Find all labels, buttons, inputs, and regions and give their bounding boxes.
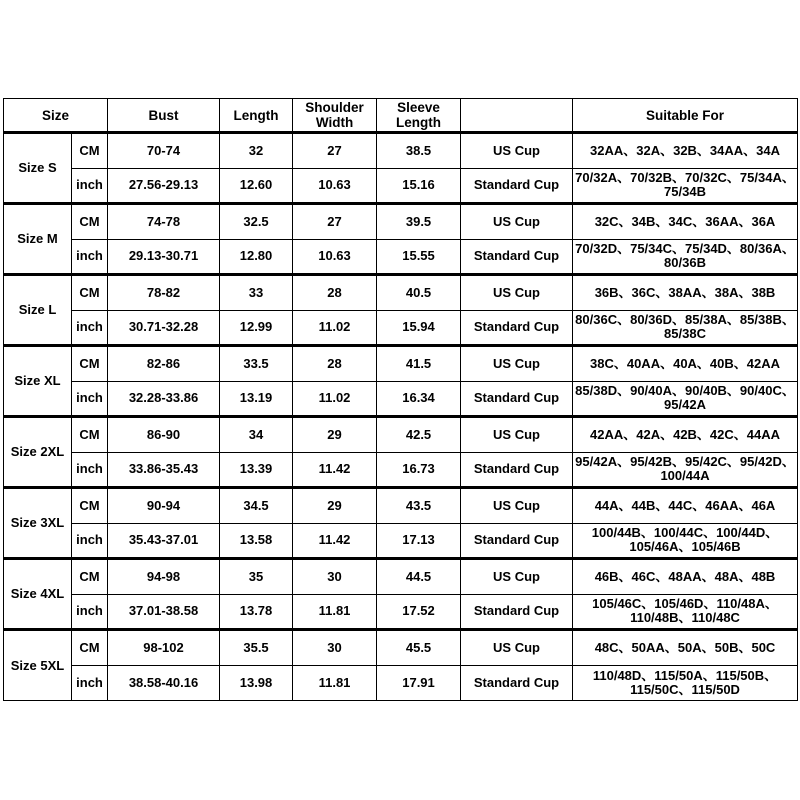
bust-cell: 94-98 <box>108 559 220 595</box>
cup-type-cell: US Cup <box>461 275 573 311</box>
bust-cell: 33.86-35.43 <box>108 452 220 488</box>
unit-cell: inch <box>72 665 108 701</box>
sleeve-length-cell: 43.5 <box>377 488 461 524</box>
shoulder-width-cell: 11.81 <box>293 665 377 701</box>
cup-type-cell: US Cup <box>461 346 573 382</box>
bust-cell: 35.43-37.01 <box>108 523 220 559</box>
shoulder-width-cell: 11.02 <box>293 381 377 417</box>
unit-cell: CM <box>72 275 108 311</box>
table-row <box>4 488 798 524</box>
unit-cell: CM <box>72 133 108 169</box>
cup-type-cell: Standard Cup <box>461 310 573 346</box>
bust-cell: 74-78 <box>108 204 220 240</box>
length-cell: 34 <box>220 417 293 453</box>
suitable-for-cell: 32AA、32A、32B、34AA、34A <box>573 133 798 169</box>
header-size: Size <box>4 99 108 133</box>
header-suitable-for: Suitable For <box>573 99 798 133</box>
length-cell: 32.5 <box>220 204 293 240</box>
suitable-for-cell: 80/36C、80/36D、85/38A、85/38B、85/38C <box>573 310 798 346</box>
suitable-for-cell: 70/32A、70/32B、70/32C、75/34A、75/34B <box>573 168 798 204</box>
shoulder-width-cell: 29 <box>293 417 377 453</box>
shoulder-width-cell: 11.42 <box>293 452 377 488</box>
cup-type-cell: US Cup <box>461 204 573 240</box>
sleeve-length-cell: 15.55 <box>377 239 461 275</box>
table-row <box>4 275 798 311</box>
suitable-for-cell: 36B、36C、38AA、38A、38B <box>573 275 798 311</box>
sleeve-length-cell: 38.5 <box>377 133 461 169</box>
length-cell: 12.80 <box>220 239 293 275</box>
unit-cell: CM <box>72 204 108 240</box>
table-row <box>4 665 798 701</box>
sleeve-length-cell: 44.5 <box>377 559 461 595</box>
sleeve-length-cell: 15.16 <box>377 168 461 204</box>
shoulder-width-cell: 30 <box>293 630 377 666</box>
size-label-cell: Size 5XL <box>4 630 72 701</box>
length-cell: 13.98 <box>220 665 293 701</box>
length-cell: 35.5 <box>220 630 293 666</box>
sleeve-length-cell: 15.94 <box>377 310 461 346</box>
bust-cell: 78-82 <box>108 275 220 311</box>
table-row <box>4 346 798 382</box>
length-cell: 35 <box>220 559 293 595</box>
table-row <box>4 417 798 453</box>
length-cell: 13.58 <box>220 523 293 559</box>
shoulder-width-cell: 29 <box>293 488 377 524</box>
sleeve-length-cell: 17.13 <box>377 523 461 559</box>
header-bust: Bust <box>108 99 220 133</box>
header-shoulder-width: Shoulder Width <box>293 99 377 133</box>
cup-type-cell: US Cup <box>461 630 573 666</box>
sleeve-length-cell: 17.52 <box>377 594 461 630</box>
cup-type-cell: US Cup <box>461 559 573 595</box>
size-label-cell: Size XL <box>4 346 72 417</box>
suitable-for-cell: 42AA、42A、42B、42C、44AA <box>573 417 798 453</box>
length-cell: 13.78 <box>220 594 293 630</box>
table-row <box>4 594 798 630</box>
header-row <box>4 99 798 133</box>
unit-cell: CM <box>72 630 108 666</box>
bust-cell: 98-102 <box>108 630 220 666</box>
bust-cell: 86-90 <box>108 417 220 453</box>
cup-type-cell: Standard Cup <box>461 523 573 559</box>
suitable-for-cell: 100/44B、100/44C、100/44D、105/46A、105/46B <box>573 523 798 559</box>
length-cell: 33 <box>220 275 293 311</box>
table-row <box>4 204 798 240</box>
size-label-cell: Size 2XL <box>4 417 72 488</box>
cup-type-cell: Standard Cup <box>461 381 573 417</box>
bust-cell: 90-94 <box>108 488 220 524</box>
cup-type-cell: Standard Cup <box>461 168 573 204</box>
cup-type-cell: Standard Cup <box>461 594 573 630</box>
table-row <box>4 452 798 488</box>
table-row <box>4 523 798 559</box>
sleeve-length-cell: 17.91 <box>377 665 461 701</box>
sleeve-length-cell: 39.5 <box>377 204 461 240</box>
length-cell: 12.99 <box>220 310 293 346</box>
unit-cell: inch <box>72 310 108 346</box>
shoulder-width-cell: 10.63 <box>293 168 377 204</box>
length-cell: 34.5 <box>220 488 293 524</box>
unit-cell: CM <box>72 417 108 453</box>
size-chart-table <box>3 98 798 701</box>
shoulder-width-cell: 30 <box>293 559 377 595</box>
length-cell: 33.5 <box>220 346 293 382</box>
table-row <box>4 381 798 417</box>
table-row <box>4 559 798 595</box>
suitable-for-cell: 32C、34B、34C、36AA、36A <box>573 204 798 240</box>
length-cell: 13.19 <box>220 381 293 417</box>
cup-type-cell: Standard Cup <box>461 452 573 488</box>
suitable-for-cell: 70/32D、75/34C、75/34D、80/36A、80/36B <box>573 239 798 275</box>
shoulder-width-cell: 10.63 <box>293 239 377 275</box>
cup-type-cell: US Cup <box>461 417 573 453</box>
bust-cell: 29.13-30.71 <box>108 239 220 275</box>
shoulder-width-cell: 28 <box>293 275 377 311</box>
suitable-for-cell: 48C、50AA、50A、50B、50C <box>573 630 798 666</box>
suitable-for-cell: 105/46C、105/46D、110/48A、110/48B、110/48C <box>573 594 798 630</box>
unit-cell: inch <box>72 523 108 559</box>
shoulder-width-cell: 11.42 <box>293 523 377 559</box>
table-row <box>4 630 798 666</box>
shoulder-width-cell: 28 <box>293 346 377 382</box>
header-sleeve-length: Sleeve Length <box>377 99 461 133</box>
suitable-for-cell: 85/38D、90/40A、90/40B、90/40C、95/42A <box>573 381 798 417</box>
unit-cell: CM <box>72 488 108 524</box>
table-row <box>4 310 798 346</box>
shoulder-width-cell: 11.81 <box>293 594 377 630</box>
bust-cell: 30.71-32.28 <box>108 310 220 346</box>
suitable-for-cell: 95/42A、95/42B、95/42C、95/42D、100/44A <box>573 452 798 488</box>
sleeve-length-cell: 41.5 <box>377 346 461 382</box>
suitable-for-cell: 44A、44B、44C、46AA、46A <box>573 488 798 524</box>
header-cup-type <box>461 99 573 133</box>
size-label-cell: Size L <box>4 275 72 346</box>
table-body <box>4 133 798 701</box>
sleeve-length-cell: 42.5 <box>377 417 461 453</box>
size-label-cell: Size M <box>4 204 72 275</box>
suitable-for-cell: 46B、46C、48AA、48A、48B <box>573 559 798 595</box>
cup-type-cell: Standard Cup <box>461 665 573 701</box>
bust-cell: 37.01-38.58 <box>108 594 220 630</box>
unit-cell: inch <box>72 239 108 275</box>
header-length: Length <box>220 99 293 133</box>
bust-cell: 38.58-40.16 <box>108 665 220 701</box>
sleeve-length-cell: 16.73 <box>377 452 461 488</box>
size-label-cell: Size 3XL <box>4 488 72 559</box>
sleeve-length-cell: 45.5 <box>377 630 461 666</box>
unit-cell: inch <box>72 594 108 630</box>
suitable-for-cell: 38C、40AA、40A、40B、42AA <box>573 346 798 382</box>
sleeve-length-cell: 16.34 <box>377 381 461 417</box>
sleeve-length-cell: 40.5 <box>377 275 461 311</box>
size-label-cell: Size 4XL <box>4 559 72 630</box>
suitable-for-cell: 110/48D、115/50A、115/50B、115/50C、115/50D <box>573 665 798 701</box>
table-row <box>4 133 798 169</box>
unit-cell: inch <box>72 168 108 204</box>
shoulder-width-cell: 11.02 <box>293 310 377 346</box>
length-cell: 13.39 <box>220 452 293 488</box>
bust-cell: 82-86 <box>108 346 220 382</box>
length-cell: 12.60 <box>220 168 293 204</box>
bust-cell: 70-74 <box>108 133 220 169</box>
unit-cell: inch <box>72 381 108 417</box>
table-row <box>4 168 798 204</box>
shoulder-width-cell: 27 <box>293 133 377 169</box>
cup-type-cell: US Cup <box>461 488 573 524</box>
table-row <box>4 239 798 275</box>
bust-cell: 32.28-33.86 <box>108 381 220 417</box>
unit-cell: CM <box>72 346 108 382</box>
cup-type-cell: Standard Cup <box>461 239 573 275</box>
unit-cell: inch <box>72 452 108 488</box>
unit-cell: CM <box>72 559 108 595</box>
bust-cell: 27.56-29.13 <box>108 168 220 204</box>
cup-type-cell: US Cup <box>461 133 573 169</box>
length-cell: 32 <box>220 133 293 169</box>
size-label-cell: Size S <box>4 133 72 204</box>
shoulder-width-cell: 27 <box>293 204 377 240</box>
